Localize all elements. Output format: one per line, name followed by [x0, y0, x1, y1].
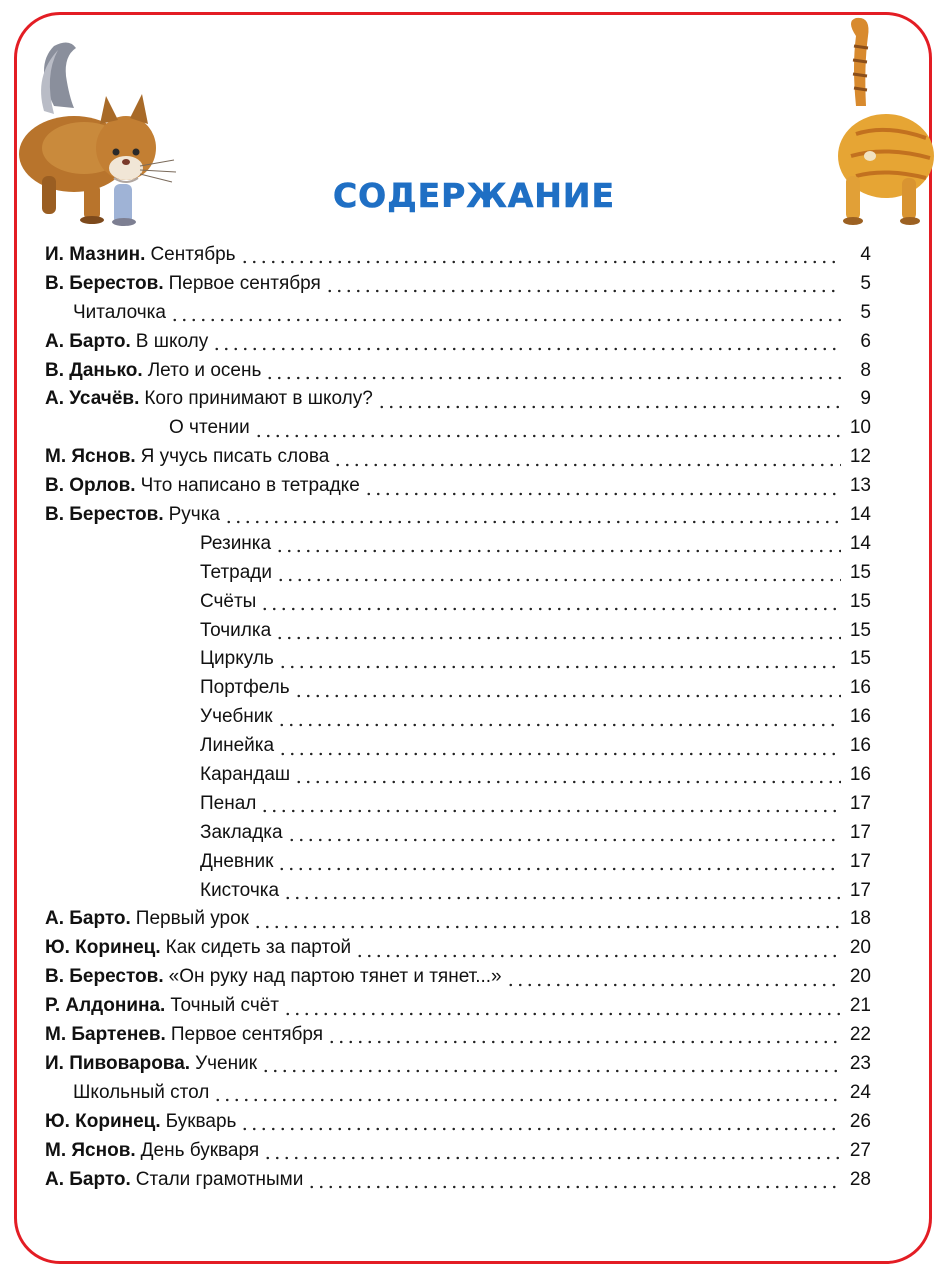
- toc-page-number: 5: [860, 301, 871, 323]
- toc-title: Счёты: [200, 590, 257, 612]
- toc-leader-dots: [213, 1083, 841, 1103]
- toc-page-number: 15: [849, 619, 871, 641]
- toc-title: «Он руку над партою тянет и тянет...»: [168, 966, 502, 988]
- toc-entry: [45, 443, 871, 472]
- toc-leader-dots: [278, 650, 841, 670]
- toc-author: М. Бартенев.: [45, 1024, 166, 1046]
- toc-leader-dots: [364, 477, 841, 497]
- toc-title: Кисточка: [200, 879, 280, 901]
- toc-title: Тетради: [200, 561, 273, 583]
- toc-leader-dots: [260, 794, 841, 814]
- toc-leader-dots: [294, 765, 841, 785]
- toc-title: Учебник: [200, 706, 273, 728]
- toc-entry: [45, 877, 871, 906]
- toc-title: Точный счёт: [170, 995, 279, 1017]
- toc-title: Первое сентября: [170, 1024, 324, 1046]
- toc-leader-dots: [240, 245, 841, 265]
- toc-title: Букварь: [165, 1110, 237, 1132]
- toc-entry: [45, 1079, 871, 1108]
- toc-entry: [45, 1108, 871, 1137]
- toc-page-number: 24: [849, 1081, 871, 1103]
- toc-author: М. Яснов.: [45, 446, 136, 468]
- toc-page-number: 17: [849, 850, 871, 872]
- table-of-contents: [45, 241, 871, 1194]
- toc-leader-dots: [253, 910, 841, 930]
- toc-page-number: 4: [860, 244, 871, 265]
- toc-page-number: 16: [849, 735, 871, 757]
- toc-title: Как сидеть за партой: [165, 937, 352, 959]
- toc-leader-dots: [212, 332, 841, 352]
- toc-entry: [45, 299, 871, 328]
- toc-title: Сентябрь: [150, 244, 236, 265]
- toc-author: Ю. Коринец.: [45, 1110, 161, 1132]
- toc-entry: [45, 617, 871, 646]
- toc-title: Ручка: [168, 504, 220, 526]
- toc-title: Карандаш: [200, 764, 291, 786]
- toc-title: Стали грамотными: [135, 1168, 304, 1190]
- toc-title: Дневник: [200, 850, 274, 872]
- toc-title: Портфель: [200, 677, 290, 699]
- toc-leader-dots: [355, 939, 841, 959]
- toc-title: Закладка: [200, 821, 283, 843]
- toc-leader-dots: [325, 274, 841, 294]
- toc-leader-dots: [506, 968, 841, 988]
- toc-page-number: 16: [849, 706, 871, 728]
- toc-page-number: 27: [849, 1139, 871, 1161]
- toc-entry: [45, 674, 871, 703]
- toc-page-number: 15: [849, 648, 871, 670]
- toc-author: А. Усачёв.: [45, 388, 140, 410]
- toc-leader-dots: [277, 708, 841, 728]
- toc-title: Я учусь писать слова: [140, 446, 330, 468]
- toc-page-number: 12: [849, 446, 871, 468]
- toc-page-number: 5: [860, 272, 871, 294]
- toc-title: В школу: [135, 330, 209, 352]
- toc-entry: [45, 1021, 871, 1050]
- toc-leader-dots: [278, 737, 841, 757]
- toc-title: Точилка: [200, 619, 272, 641]
- toc-entry: [45, 241, 871, 270]
- toc-title: Что написано в тетрадке: [140, 475, 360, 497]
- toc-author: А. Барто.: [45, 330, 131, 352]
- toc-title: Ученик: [195, 1052, 258, 1074]
- toc-entry: [45, 588, 871, 617]
- toc-leader-dots: [261, 1054, 841, 1074]
- toc-leader-dots: [170, 303, 841, 323]
- toc-title: Резинка: [200, 532, 272, 554]
- toc-entry: [45, 559, 871, 588]
- toc-page-number: 17: [849, 792, 871, 814]
- toc-page-number: 16: [849, 677, 871, 699]
- toc-page-number: 17: [849, 821, 871, 843]
- toc-page-number: 21: [849, 995, 871, 1017]
- toc-page-number: 13: [849, 475, 871, 497]
- toc-page-number: 14: [849, 504, 871, 526]
- toc-page-number: 17: [849, 879, 871, 901]
- toc-author: В. Берестов.: [45, 966, 164, 988]
- toc-page-number: 15: [849, 590, 871, 612]
- toc-title: Первый урок: [135, 908, 249, 930]
- toc-page-number: 8: [860, 359, 871, 381]
- toc-leader-dots: [333, 448, 841, 468]
- toc-author: И. Пивоварова.: [45, 1052, 191, 1074]
- toc-author: В. Орлов.: [45, 475, 136, 497]
- toc-leader-dots: [275, 621, 841, 641]
- toc-author: Ю. Коринец.: [45, 937, 161, 959]
- toc-leader-dots: [294, 679, 841, 699]
- toc-title: Лето и осень: [147, 359, 262, 381]
- toc-entry: [45, 501, 871, 530]
- toc-page-number: 15: [849, 561, 871, 583]
- toc-entry: [45, 848, 871, 877]
- toc-author: М. Яснов.: [45, 1139, 136, 1161]
- toc-leader-dots: [277, 852, 841, 872]
- toc-author: А. Барто.: [45, 908, 131, 930]
- toc-entry: [45, 963, 871, 992]
- toc-page-number: 23: [849, 1052, 871, 1074]
- toc-entry: [45, 645, 871, 674]
- toc-title: Читалочка: [73, 301, 166, 323]
- toc-page-number: 18: [849, 908, 871, 930]
- toc-entry: [45, 703, 871, 732]
- toc-entry: [45, 357, 871, 386]
- toc-author: И. Мазнин.: [45, 244, 146, 265]
- toc-page-number: 6: [860, 330, 871, 352]
- toc-entry: [45, 761, 871, 790]
- toc-page-number: 28: [849, 1168, 871, 1190]
- toc-entry: [45, 530, 871, 559]
- toc-entry: [45, 992, 871, 1021]
- toc-leader-dots: [240, 1112, 841, 1132]
- toc-page-number: 14: [849, 532, 871, 554]
- toc-leader-dots: [307, 1170, 841, 1190]
- toc-leader-dots: [327, 1025, 841, 1045]
- toc-entry: [45, 819, 871, 848]
- toc-leader-dots: [260, 592, 841, 612]
- toc-page-number: 20: [849, 966, 871, 988]
- toc-page-number: 26: [849, 1110, 871, 1132]
- toc-leader-dots: [263, 1141, 841, 1161]
- toc-title: Школьный стол: [73, 1081, 210, 1103]
- toc-author: В. Берестов.: [45, 504, 164, 526]
- toc-title: О чтении: [169, 417, 250, 439]
- toc-entry: [45, 934, 871, 963]
- toc-page-number: 20: [849, 937, 871, 959]
- toc-leader-dots: [283, 881, 841, 901]
- toc-entry: [45, 414, 871, 443]
- toc-title: Первое сентября: [168, 272, 321, 294]
- toc-title: Пенал: [200, 792, 257, 814]
- toc-entry: [45, 328, 871, 357]
- toc-page-number: 22: [849, 1024, 871, 1046]
- toc-entry: [45, 472, 871, 501]
- toc-page-number: 10: [849, 417, 871, 439]
- toc-title: Линейка: [200, 735, 275, 757]
- toc-leader-dots: [377, 390, 841, 410]
- toc-page-number: 9: [860, 388, 871, 410]
- toc-leader-dots: [287, 823, 841, 843]
- toc-entry: [45, 270, 871, 299]
- toc-title: Кого принимают в школу?: [144, 388, 373, 410]
- toc-leader-dots: [265, 361, 841, 381]
- toc-entry: [45, 790, 871, 819]
- toc-author: А. Барто.: [45, 1168, 131, 1190]
- toc-author: В. Данько.: [45, 359, 143, 381]
- toc-author: В. Берестов.: [45, 272, 164, 294]
- toc-leader-dots: [283, 997, 841, 1017]
- toc-title: Циркуль: [200, 648, 274, 670]
- toc-leader-dots: [224, 505, 841, 525]
- toc-entry: [45, 732, 871, 761]
- toc-entry: [45, 1050, 871, 1079]
- page-title: СОДЕРЖАНИЕ: [332, 176, 616, 215]
- toc-author: Р. Алдонина.: [45, 995, 166, 1017]
- toc-leader-dots: [254, 419, 841, 439]
- toc-leader-dots: [276, 563, 841, 583]
- toc-entry: [45, 385, 871, 414]
- toc-title: День букваря: [140, 1139, 260, 1161]
- toc-page-number: 16: [849, 764, 871, 786]
- toc-leader-dots: [275, 534, 841, 554]
- toc-entry: [45, 1137, 871, 1166]
- toc-entry: [45, 1166, 871, 1195]
- toc-entry: [45, 905, 871, 934]
